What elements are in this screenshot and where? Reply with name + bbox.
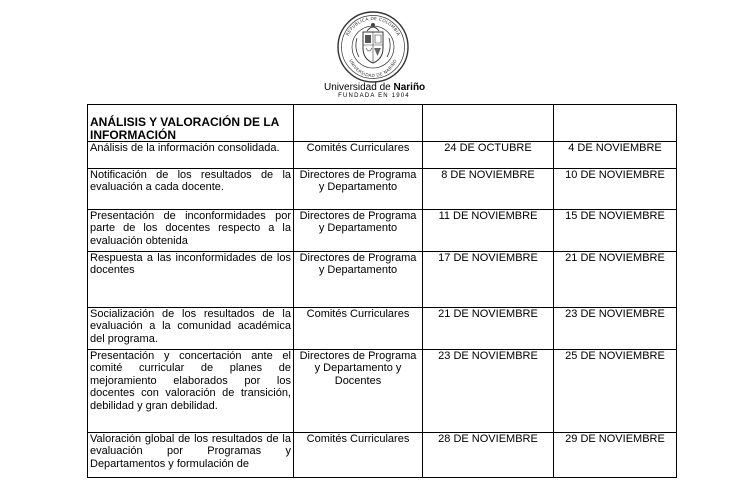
activity-cell: Análisis de la información consolidada. xyxy=(88,142,294,169)
responsible-cell: Directores de Programa y Departamento xyxy=(294,252,423,308)
header-empty-cell xyxy=(554,105,677,142)
end-date-cell: 25 DE NOVIEMBRE xyxy=(554,350,677,433)
end-date-cell: 4 DE NOVIEMBRE xyxy=(554,142,677,169)
start-date-cell: 21 DE NOVIEMBRE xyxy=(423,308,554,350)
responsible-cell: Directores de Programa y Departamento xyxy=(294,210,423,252)
table-row xyxy=(88,350,677,433)
activity-cell: Notificación de los resultados de la evaluación a cada docente. xyxy=(88,169,294,210)
table-section-header-row xyxy=(88,105,677,142)
table-row xyxy=(88,169,677,210)
table-row xyxy=(88,210,677,252)
table-row xyxy=(88,252,677,308)
end-date-cell: 10 DE NOVIEMBRE xyxy=(554,169,677,210)
start-date-cell: 11 DE NOVIEMBRE xyxy=(423,210,554,252)
university-founded: FUNDADA EN 1904 xyxy=(338,93,410,99)
section-title: ANÁLISIS Y VALORACIÓN DE LA INFORMACIÓN xyxy=(88,105,294,142)
header-empty-cell xyxy=(423,105,554,142)
table-row xyxy=(88,433,677,478)
end-date-cell: 15 DE NOVIEMBRE xyxy=(554,210,677,252)
responsible-cell: Directores de Programa y Departamento y Docentes xyxy=(294,350,423,433)
activity-cell: Presentación de inconformidades por parte de los docentes respecto a la evaluación obtenida xyxy=(88,210,294,252)
university-name-prefix: Universidad de xyxy=(324,82,394,93)
responsible-cell: Comités Curriculares xyxy=(294,433,423,478)
end-date-cell: 23 DE NOVIEMBRE xyxy=(554,308,677,350)
university-name-bold: Nariño xyxy=(393,82,426,93)
end-date-cell: 29 DE NOVIEMBRE xyxy=(554,433,677,478)
table-row xyxy=(88,142,677,169)
start-date-cell: 23 DE NOVIEMBRE xyxy=(423,350,554,433)
activity-cell: Respuesta a las inconformidades de los docentes xyxy=(88,252,294,308)
start-date-cell: 24 DE OCTUBRE xyxy=(423,142,554,169)
schedule-table xyxy=(87,104,677,478)
table-row xyxy=(88,308,677,350)
activity-cell: Valoración global de los resultados de la evaluación por Programas y Departamentos y formulación de xyxy=(88,433,294,478)
svg-text:UNIVERSIDAD DE NARIÑO: UNIVERSIDAD DE NARIÑO xyxy=(347,58,399,80)
responsible-cell: Directores de Programa y Departamento xyxy=(294,169,423,210)
activity-cell: Presentación y concertación ante el comité curricular de planes de mejoramiento elaborados por los docentes con valoración de transición, debilidad y gran debilidad. xyxy=(88,350,294,433)
responsible-cell: Comités Curriculares xyxy=(294,142,423,169)
start-date-cell: 8 DE NOVIEMBRE xyxy=(423,169,554,210)
university-seal-icon xyxy=(334,10,412,84)
end-date-cell: 21 DE NOVIEMBRE xyxy=(554,252,677,308)
svg-text:REPUBLICA DE COLOMBIA: REPUBLICA DE COLOMBIA xyxy=(345,16,401,37)
responsible-cell: Comités Curriculares xyxy=(294,308,423,350)
activity-cell: Socialización de los resultados de la evaluación a la comunidad académica del programa. xyxy=(88,308,294,350)
university-name xyxy=(324,82,424,93)
header-empty-cell xyxy=(294,105,423,142)
start-date-cell: 28 DE NOVIEMBRE xyxy=(423,433,554,478)
start-date-cell: 17 DE NOVIEMBRE xyxy=(423,252,554,308)
